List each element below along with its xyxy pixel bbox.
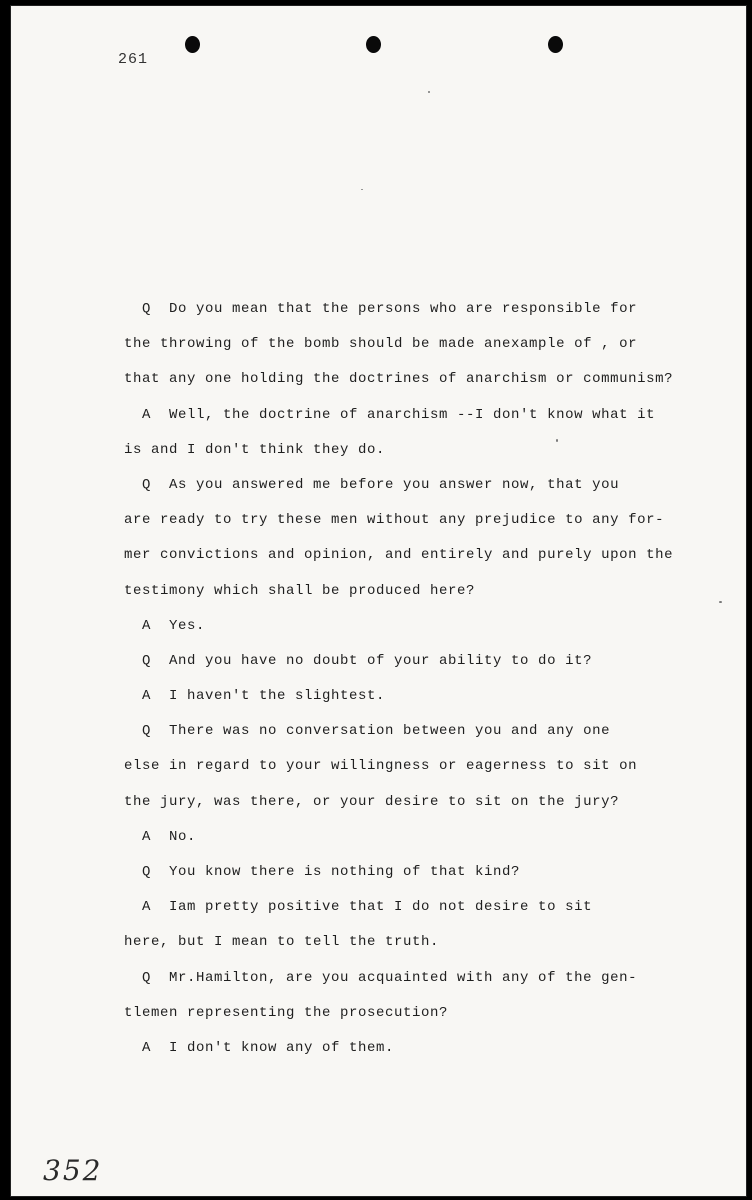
transcript-line: here, but I mean to tell the truth. bbox=[124, 934, 440, 951]
punch-hole bbox=[185, 36, 200, 53]
transcript-line: A Yes. bbox=[124, 617, 206, 634]
transcript-line: the throwing of the bomb should be made anexample of , or bbox=[124, 336, 638, 353]
transcript-line: tlemen representing the prosecution? bbox=[124, 1004, 449, 1021]
transcript-line: A Well, the doctrine of anarchism --I don't know what it bbox=[124, 406, 656, 423]
transcript-line: Q As you answered me before you answer now, that you bbox=[124, 476, 620, 493]
transcript-line: Q You know there is nothing of that kind? bbox=[124, 864, 521, 880]
page-number: 261 bbox=[118, 51, 149, 68]
transcript-line: the jury, was there, or your desire to sit on the jury? bbox=[124, 793, 620, 810]
punch-hole bbox=[366, 36, 381, 53]
transcript-line: are ready to try these men without any prejudice to any for- bbox=[124, 512, 665, 529]
paper-speck bbox=[428, 91, 430, 93]
transcript-line: Q Do you mean that the persons who are responsible for bbox=[124, 301, 638, 317]
transcript-line: Q There was no conversation between you and any one bbox=[124, 723, 611, 740]
document-page bbox=[10, 5, 747, 1197]
punch-hole bbox=[548, 36, 563, 53]
transcript-line: Q Mr.Hamilton, are you acquainted with any of the gen- bbox=[124, 969, 638, 986]
transcript-line: A I don't know any of them. bbox=[124, 1039, 395, 1056]
transcript-line: is and I don't think they do. bbox=[124, 441, 386, 458]
transcript-line: A I haven't the slightest. bbox=[124, 688, 386, 705]
paper-speck bbox=[719, 601, 722, 603]
transcript-body bbox=[124, 292, 714, 1066]
paper-speck bbox=[361, 189, 363, 190]
transcript-line: A Iam pretty positive that I do not desire to sit bbox=[124, 899, 593, 916]
handwritten-page-number: 352 bbox=[43, 1154, 103, 1187]
transcript-line: Q And you have no doubt of your ability to do it? bbox=[124, 652, 593, 669]
transcript-line: mer convictions and opinion, and entirely and purely upon the bbox=[124, 547, 674, 564]
transcript-line: that any one holding the doctrines of anarchism or communism? bbox=[124, 371, 674, 388]
transcript-line: A No. bbox=[124, 828, 197, 845]
transcript-line: testimony which shall be produced here? bbox=[124, 582, 476, 599]
transcript-line: else in regard to your willingness or eagerness to sit on bbox=[124, 758, 638, 775]
